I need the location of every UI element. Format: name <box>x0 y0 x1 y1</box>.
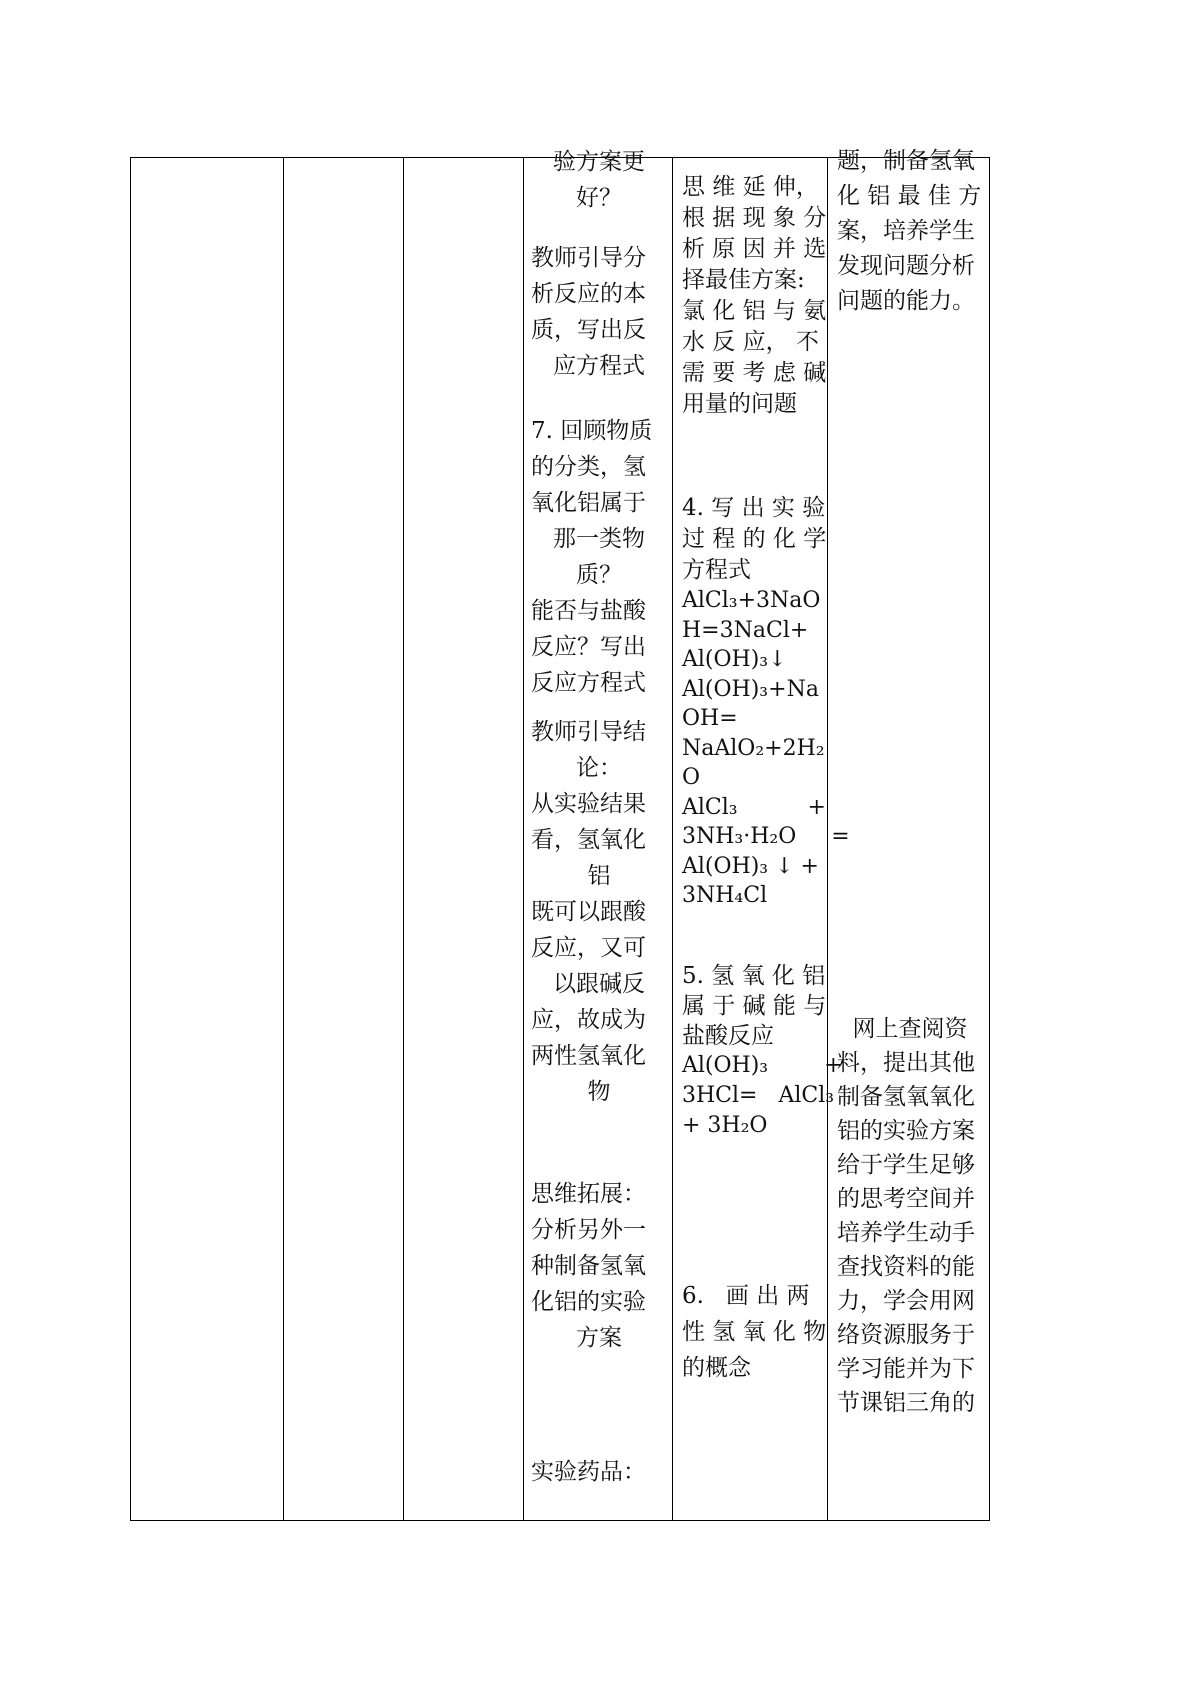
text-line: 7. 回顾物质 <box>531 418 653 444</box>
text-line: 案，培养学生 <box>837 218 975 244</box>
text-line: 化铝的实验 <box>531 1289 646 1315</box>
teacher-block-2 <box>531 240 667 384</box>
student-block-3 <box>682 961 843 1141</box>
text-line: 看，氢氧化 <box>531 827 646 853</box>
text-line: 性 氢 氧 化 物 <box>682 1319 827 1345</box>
equation-line: 3NH₃·H₂O = <box>682 824 850 849</box>
text-line: 教师引导分 <box>531 245 646 271</box>
equation-line: Al(OH)₃ + <box>682 1053 843 1078</box>
text-line: 质？ <box>576 562 622 588</box>
equation-line: AlCl₃+3NaO <box>682 588 821 613</box>
text-line: 网上查阅资 <box>852 1016 968 1042</box>
text-line: 用量的问题 <box>682 391 797 417</box>
text-line: 铝 <box>587 863 611 889</box>
text-line: 析 原 因 并 选 <box>682 236 827 262</box>
text-line: 络资源服务于 <box>837 1322 975 1348</box>
text-line: 节课铝三角的 <box>837 1390 975 1416</box>
equation-line: OH= <box>682 706 738 731</box>
equation-line: 3HCl= AlCl₃ <box>682 1083 835 1108</box>
text-line: 料，提出其他 <box>837 1050 975 1076</box>
text-line: 教师引导结 <box>531 719 646 745</box>
text-line: 方程式 <box>682 557 751 583</box>
text-line: 能否与盐酸 <box>531 598 646 624</box>
text-line: 两性氢氧化 <box>531 1043 646 1069</box>
intent-block-1 <box>837 144 983 319</box>
equation-line: AlCl₃ + <box>682 794 826 820</box>
text-line: 反应？写出 <box>531 634 646 660</box>
text-line: 需 要 考 虑 碱 <box>682 360 827 386</box>
text-line: 方案 <box>576 1325 622 1351</box>
equation-line: H=3NaCl+ <box>682 617 809 643</box>
text-line: 思维拓展： <box>531 1181 646 1207</box>
text-line: 属 于 碱 能 与 <box>682 993 827 1019</box>
teacher-block-3 <box>531 413 667 701</box>
equations-block <box>682 586 850 911</box>
text-line: 的思考空间并 <box>837 1186 975 1212</box>
text-line: 化 铝 最 佳 方 <box>837 183 982 209</box>
text-line: 根 据 现 象 分 <box>682 205 827 231</box>
text-line: 物 <box>587 1079 611 1105</box>
teacher-block-6 <box>531 1454 667 1490</box>
text-line: 题，制备氢氧 <box>837 148 975 174</box>
text-line: 种制备氢氧 <box>531 1253 646 1279</box>
text-line: 6. 画 出 两 <box>682 1283 810 1309</box>
text-line: 以跟碱反 <box>553 971 645 997</box>
text-line: 查找资料的能 <box>837 1254 975 1280</box>
student-block-1 <box>682 172 827 420</box>
text-line: 应，故成为 <box>531 1007 646 1033</box>
text-line: 水 反 应， 不 <box>682 329 819 355</box>
text-line: 的概念 <box>682 1355 751 1381</box>
text-line: 析反应的本 <box>531 281 646 307</box>
text-line: 培养学生动手 <box>837 1220 975 1246</box>
teacher-activity-column <box>523 149 677 1520</box>
text-line: 4. 写 出 实 验 <box>682 495 826 521</box>
student-block-4 <box>682 1278 827 1386</box>
student-activity-column <box>672 158 850 1520</box>
column-divider <box>283 158 284 1520</box>
equation-line: Al(OH)₃+Na <box>682 676 819 702</box>
text-line: 应方程式 <box>553 353 645 379</box>
text-line: 氯 化 铝 与 氨 <box>682 298 827 324</box>
teacher-block-5 <box>531 1176 667 1356</box>
equation-line: 3NH₄Cl <box>682 883 768 908</box>
text-line: 既可以跟酸 <box>531 899 646 925</box>
equation-line: NaAlO₂+2H₂ <box>682 735 825 761</box>
text-line: 择最佳方案: <box>682 267 805 293</box>
equation-line: O <box>682 765 701 790</box>
teacher-block-1 <box>531 144 667 216</box>
column-divider <box>403 158 404 1520</box>
text-line: 5. 氢 氧 化 铝 <box>682 963 826 989</box>
text-line: 给于学生足够 <box>837 1152 975 1178</box>
equation-line: Al(OH)₃ ↓ + <box>682 853 819 879</box>
text-line: 过 程 的 化 学 <box>682 526 827 552</box>
text-line: 反应，又可 <box>531 935 646 961</box>
student-block-2 <box>682 493 827 586</box>
text-line: 学习能并为下 <box>837 1356 975 1382</box>
text-line: 那一类物 <box>553 526 645 552</box>
text-line: 问题的能力。 <box>837 288 975 314</box>
teacher-block-4 <box>531 714 667 1110</box>
lesson-table <box>130 148 990 1521</box>
text-line: 论： <box>576 755 622 781</box>
text-line: 氧化铝属于 <box>531 490 646 516</box>
text-line: 验方案更 <box>553 149 645 175</box>
design-intent-column <box>827 148 991 1520</box>
text-line: 实验药品： <box>531 1459 646 1485</box>
text-line: 的分类，氢 <box>531 454 646 480</box>
text-line: 从实验结果 <box>531 791 646 817</box>
text-line: 分析另外一 <box>531 1217 646 1243</box>
text-line: 质，写出反 <box>531 317 646 343</box>
text-line: 好？ <box>576 185 622 211</box>
text-line: 铝的实验方案 <box>837 1118 975 1144</box>
text-line: 制备氢氧氧化 <box>837 1084 975 1110</box>
text-line: 盐酸反应 <box>682 1023 774 1049</box>
intent-block-2 <box>837 1012 983 1420</box>
equation-line: Al(OH)₃↓ <box>682 647 787 672</box>
text-line: 反应方程式 <box>531 670 646 696</box>
equation-line: + 3H₂O <box>682 1113 768 1138</box>
text-line: 发现问题分析 <box>837 253 975 279</box>
text-line: 思 维 延 伸， <box>682 174 819 200</box>
text-line: 力，学会用网 <box>837 1288 975 1314</box>
